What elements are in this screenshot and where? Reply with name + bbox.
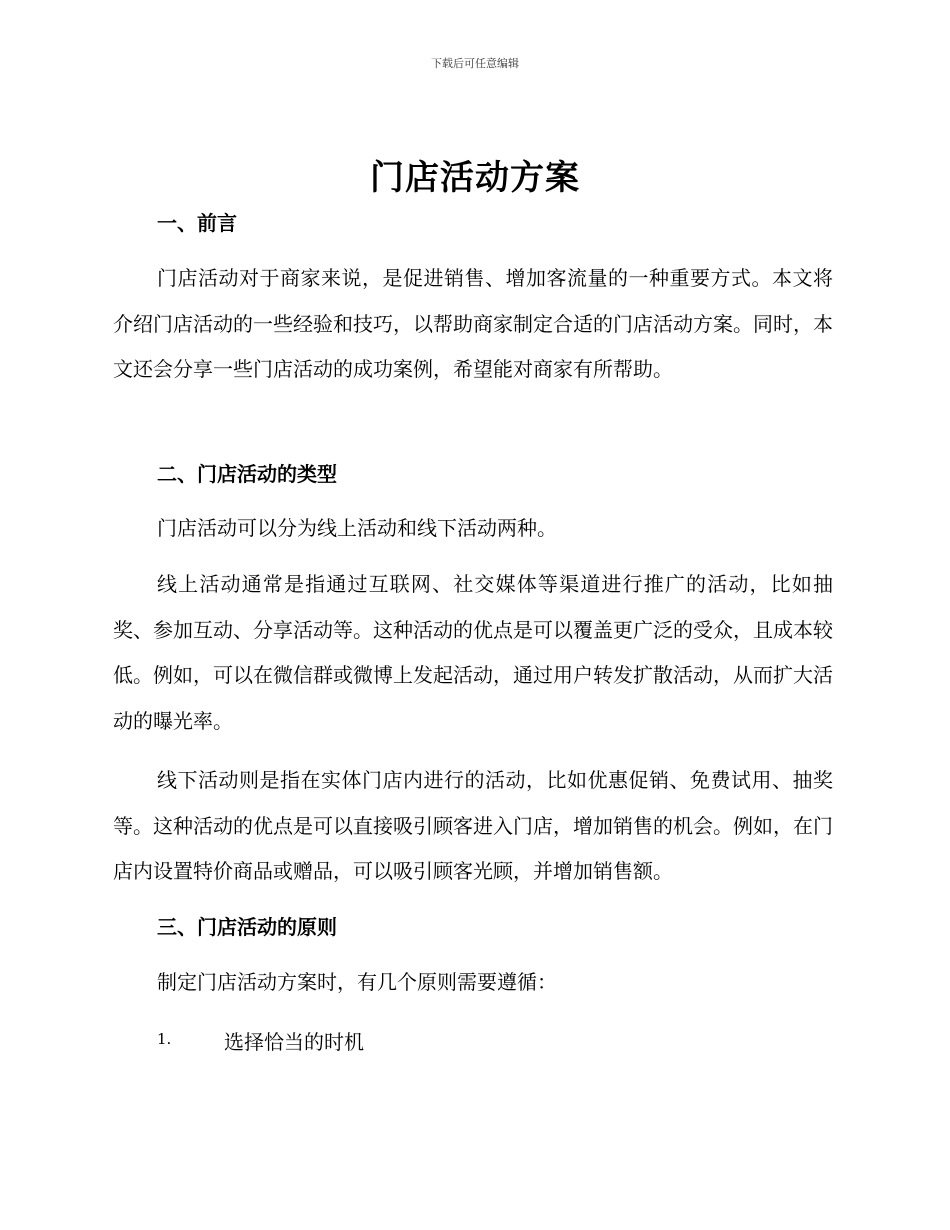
header-note: 下载后可任意编辑 (431, 57, 519, 70)
paragraph-types-intro: 门店活动可以分为线上活动和线下活动两种。 (157, 516, 557, 540)
paragraph-principles-intro: 制定门店活动方案时，有几个原则需要遵循： (157, 970, 557, 994)
paragraph-offline-activities: 线下活动则是指在实体门店内进行的活动，比如优惠促销、免费试用、抽奖等。这种活动的优点是可以直接吸引顾客进入门店，增加销售的机会。例如，在门店内设置特价商品或赠品，可以吸引顾客光顾，并增加销售额。 (113, 768, 833, 883)
document-title: 门店活动方案 (370, 158, 580, 198)
section-heading-principles: 三、门店活动的原则 (157, 915, 337, 939)
section-heading-preface: 一、前言 (157, 211, 237, 235)
paragraph-preface: 门店活动对于商家来说，是促进销售、增加客流量的一种重要方式。本文将介绍门店活动的一些经验和技巧，以帮助商家制定合适的门店活动方案。同时，本文还会分享一些门店活动的成功案例，希望能对商家有所帮助。 (113, 266, 833, 381)
list-item-number: 1. (157, 1030, 172, 1048)
list-item-text: 选择恰当的时机 (224, 1030, 364, 1054)
paragraph-online-activities: 线上活动通常是指通过互联网、社交媒体等渠道进行推广的活动，比如抽奖、参加互动、分享活动等。这种活动的优点是可以覆盖更广泛的受众，且成本较低。例如，可以在微信群或微博上发起活动，通过用户转发扩散活动，从而扩大活动的曝光率。 (113, 572, 833, 733)
section-heading-types: 二、门店活动的类型 (157, 462, 337, 486)
